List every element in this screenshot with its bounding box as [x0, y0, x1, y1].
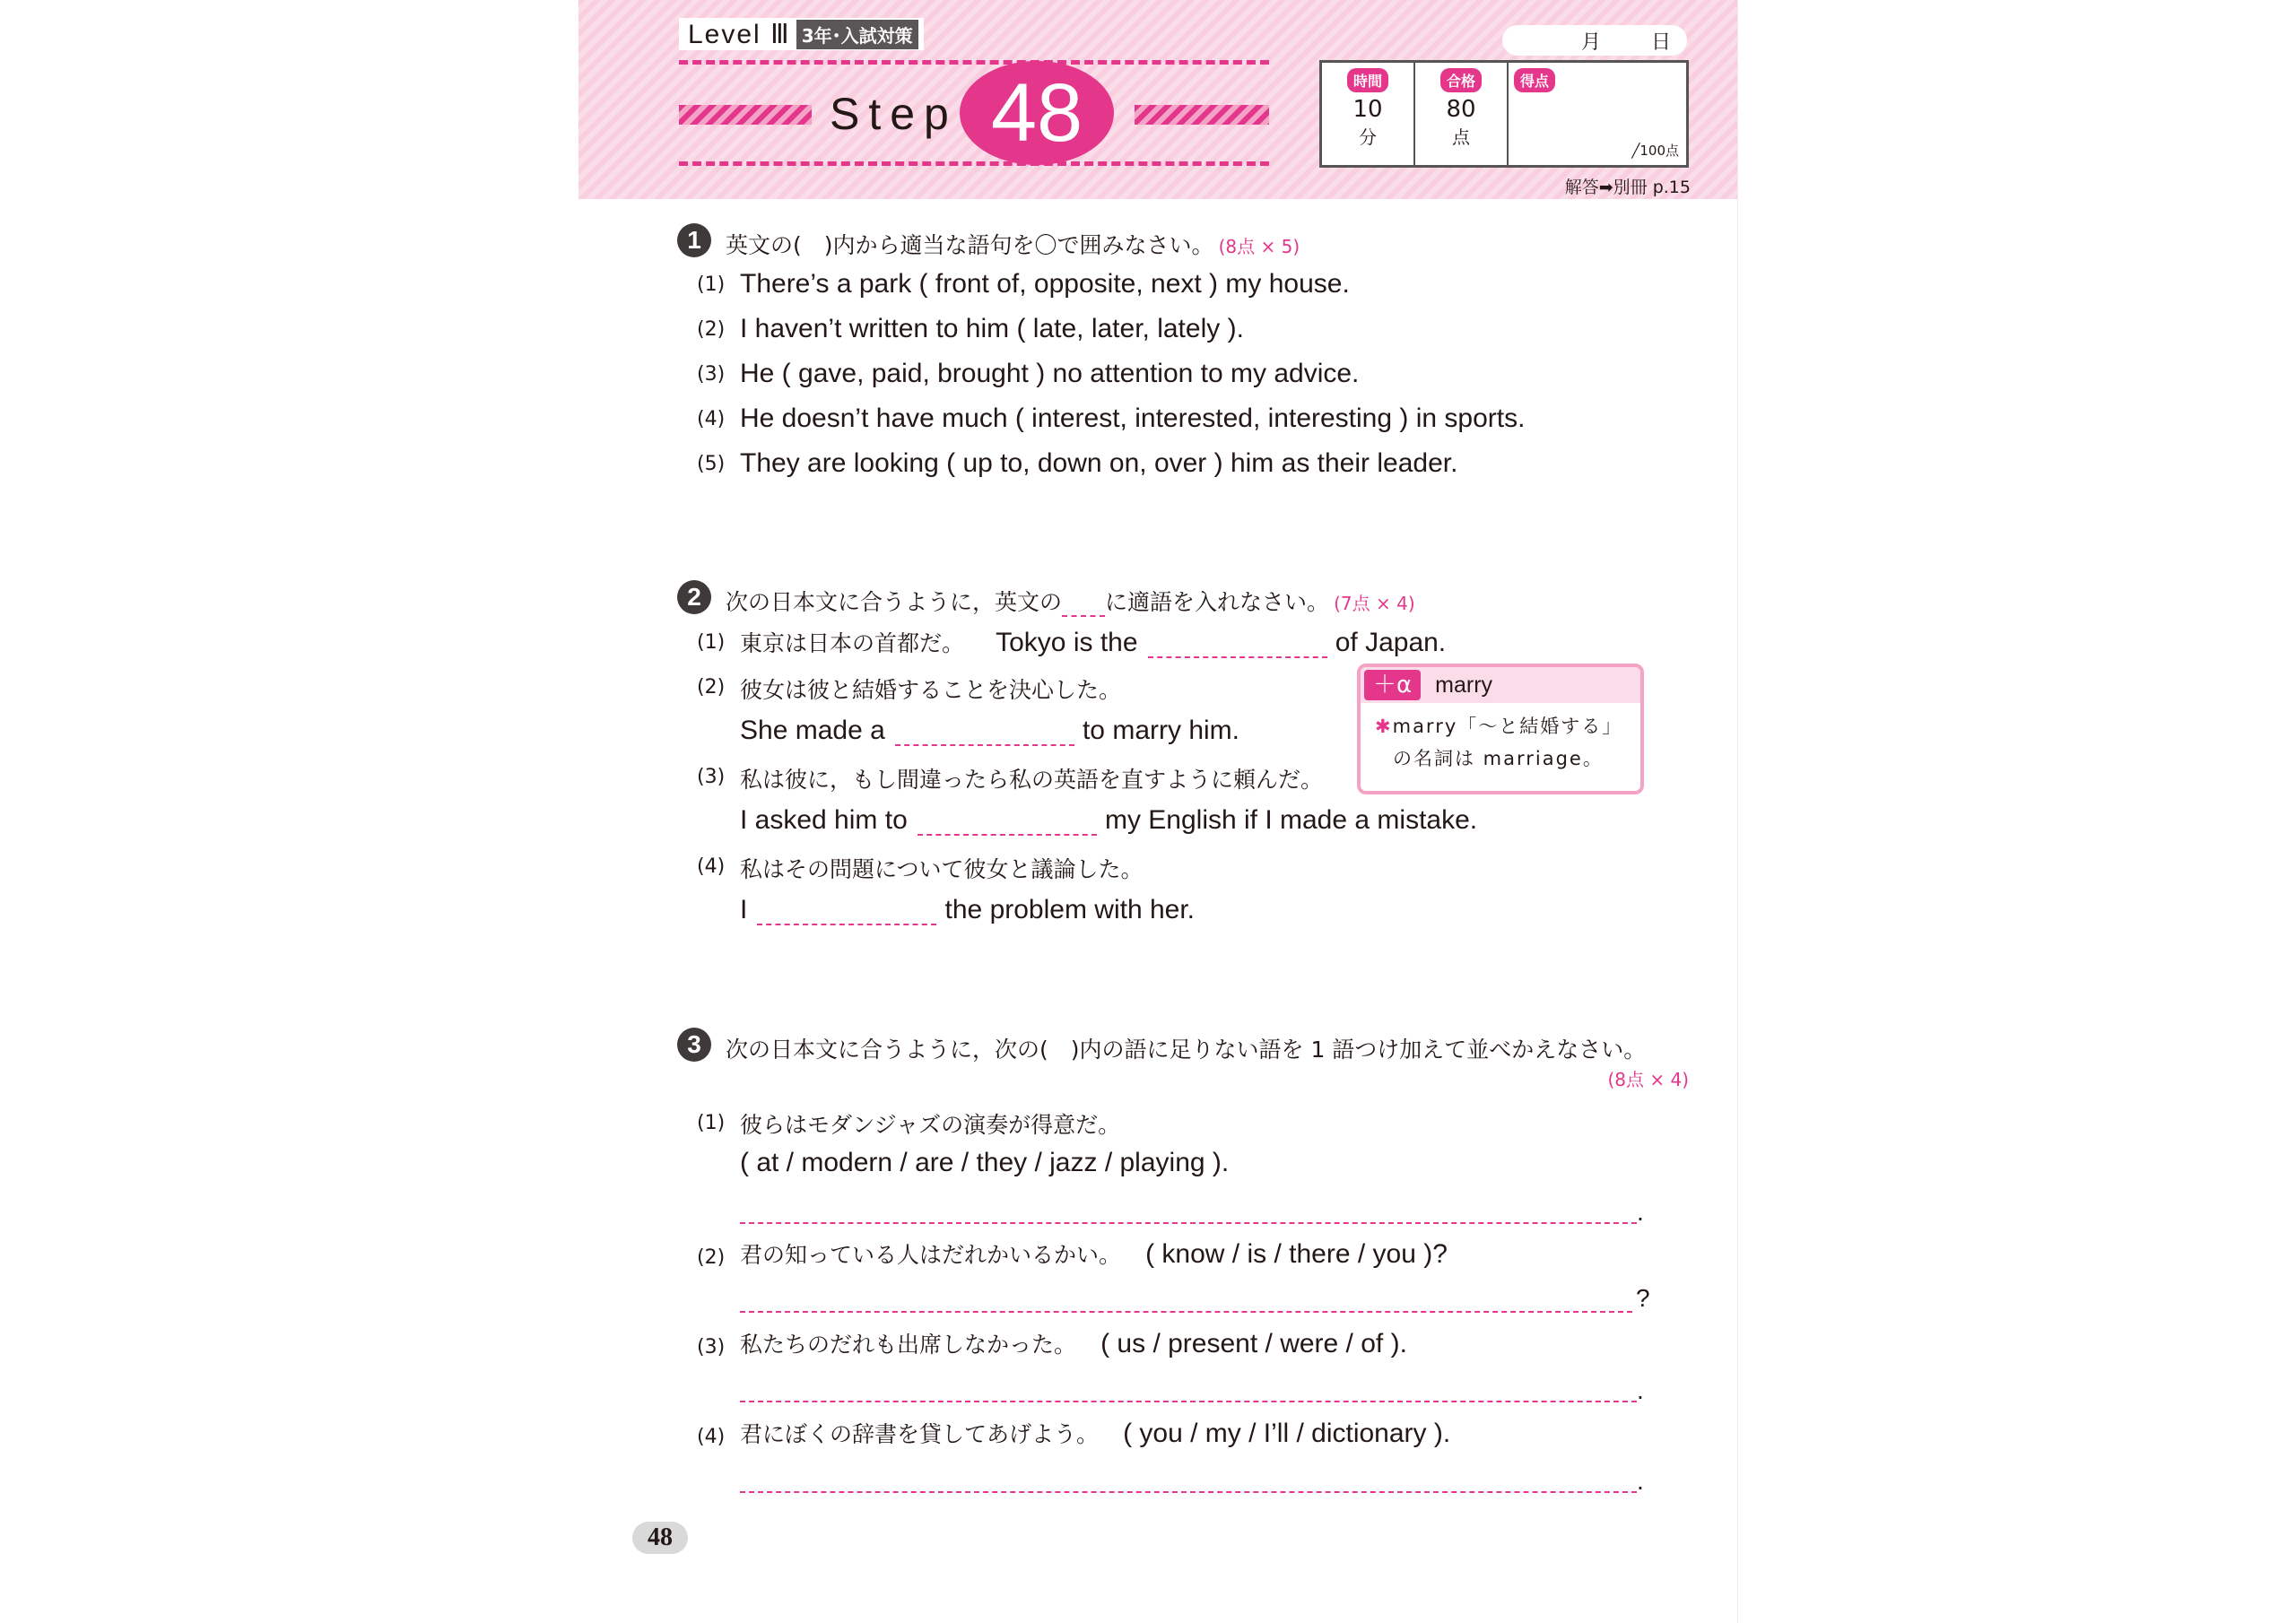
s2-item-4-japanese: 私はその問題について彼女と議論した。	[740, 856, 1144, 882]
s2-item-2-english-a: She made a	[740, 716, 885, 745]
s2-item-4-answer-blank[interactable]	[757, 923, 936, 925]
section-1-points: (8点 × 5)	[1218, 236, 1300, 257]
page-number: 48	[632, 1522, 688, 1554]
decorative-dash-bottom	[679, 161, 1269, 166]
pass-label: 合格	[1440, 68, 1482, 92]
hint-tag: ＋α	[1364, 670, 1421, 700]
s3-item-4-end-mark: .	[1637, 1467, 1644, 1495]
s2-item-3-english-b: my English if I made a mistake.	[1104, 805, 1478, 835]
s2-item-2-answer-blank[interactable]	[895, 743, 1074, 746]
time-cell	[1322, 63, 1415, 165]
section-3-instruction: 次の日本文に合うように，次の( )内の語に足りない語を 1 語つけ加えて並べかえなさい。	[726, 1037, 1647, 1063]
s3-item-3-end-mark: .	[1637, 1376, 1644, 1404]
s2-item-2-japanese: 彼女は彼と結婚することを決心した。	[740, 677, 1122, 703]
s2-item-3-answer-blank[interactable]	[918, 833, 1097, 836]
step-word: Step	[830, 89, 958, 139]
s3-item-1-words: ( at / modern / are / they / jazz / playing ).	[740, 1148, 1230, 1177]
s3-item-1-japanese: 彼らはモダンジャズの演奏が得意だ。	[740, 1112, 1121, 1138]
s2-item-4-english-a: I	[740, 895, 748, 924]
decorative-stripe-left	[679, 105, 812, 125]
score-cell[interactable]	[1509, 63, 1686, 165]
score-max: ╱100点	[1631, 143, 1679, 159]
section-1-instruction: 英文の( )内から適当な語句を〇で囲みなさい。	[726, 232, 1214, 258]
workbook-page	[578, 0, 1737, 1623]
s2-item-4-line	[740, 895, 1195, 925]
s2-item-2-line	[740, 716, 1239, 746]
s3-item-2-answer-line[interactable]	[740, 1311, 1632, 1313]
s1-item-4-text: He doesn’t have much ( interest, interested, interesting ) in sports.	[740, 404, 1526, 433]
s3-item-3-line	[740, 1327, 1407, 1359]
section-1-number: 1	[677, 223, 711, 257]
s2-item-3-english-a: I asked him to	[740, 805, 908, 835]
time-unit: 分	[1359, 126, 1377, 148]
date-month-label: 月	[1580, 30, 1601, 54]
star-icon: ✱	[1375, 716, 1393, 737]
s3-item-1-number: (1)	[697, 1112, 726, 1134]
s3-item-2-line	[740, 1237, 1448, 1270]
s2-item-1-number: (1)	[697, 631, 726, 654]
pass-cell	[1415, 63, 1509, 165]
section-2-points: (7点 × 4)	[1334, 593, 1415, 614]
s3-item-4-number: (4)	[697, 1426, 726, 1448]
hint-header	[1361, 667, 1640, 703]
level-label: Level Ⅲ	[688, 19, 791, 49]
s3-item-4-line	[740, 1417, 1450, 1449]
date-day-label: 日	[1650, 30, 1671, 54]
s1-item-1-number: (1)	[697, 273, 726, 296]
s3-item-4-words: ( you / my / I’ll / dictionary ).	[1123, 1419, 1451, 1448]
page-edge	[1737, 0, 1738, 1623]
hint-text-1: marry「～と結婚する」	[1392, 716, 1623, 737]
s1-item-2-text: I haven’t written to him ( late, later, lately ).	[740, 314, 1244, 343]
s3-item-3-answer-line[interactable]	[740, 1401, 1637, 1402]
page-header	[578, 0, 1737, 199]
s2-item-1-english-a: Tokyo is the	[996, 628, 1138, 657]
s3-item-2-number: (2)	[697, 1246, 726, 1269]
section-1-header	[726, 228, 1300, 260]
hint-box	[1357, 664, 1644, 794]
score-table	[1319, 60, 1689, 168]
s3-item-3-words: ( us / present / were / of ).	[1100, 1329, 1407, 1358]
pass-unit: 点	[1452, 126, 1470, 148]
score-label: 得点	[1514, 68, 1555, 92]
s1-item-2-number: (2)	[697, 318, 726, 341]
s3-item-4-japanese: 君にぼくの辞書を貸してあげよう。	[740, 1421, 1100, 1447]
decorative-dash-top	[679, 60, 1269, 65]
s2-item-4-english-b: the problem with her.	[944, 895, 1196, 924]
time-label: 時間	[1347, 68, 1388, 92]
hint-body	[1361, 703, 1640, 775]
section-3-number: 3	[677, 1028, 711, 1062]
s3-item-2-japanese: 君の知っている人はだれかいるかい。	[740, 1242, 1122, 1268]
section-2-blank-sample	[1062, 614, 1105, 617]
section-2-header	[726, 585, 1415, 617]
time-value: 10	[1352, 96, 1383, 123]
s3-item-4-answer-line[interactable]	[740, 1491, 1637, 1493]
s3-item-3-number: (3)	[697, 1336, 726, 1358]
s2-item-3-number: (3)	[697, 766, 726, 788]
section-2-instruction-a: 次の日本文に合うように，英文の	[726, 589, 1063, 615]
hint-word: marry	[1435, 672, 1493, 698]
pass-value: 80	[1446, 96, 1476, 123]
hint-line-1	[1375, 710, 1640, 742]
s1-item-5-number: (5)	[697, 453, 726, 475]
s2-item-1-japanese: 東京は日本の首都だ。	[740, 630, 965, 656]
s1-item-3-text: He ( gave, paid, brought ) no attention to my advice.	[740, 359, 1360, 388]
level-label-box	[679, 18, 924, 50]
s2-item-2-english-b: to marry him.	[1082, 716, 1239, 745]
level-badge: 3年･入試対策	[796, 20, 918, 49]
s2-item-4-number: (4)	[697, 855, 726, 878]
hint-line-2: の名詞は marriage。	[1393, 748, 1604, 769]
s3-item-1-answer-line[interactable]	[740, 1222, 1637, 1224]
s3-item-2-end-mark: ?	[1636, 1284, 1650, 1312]
section-2-instruction-b: に適語を入れなさい。	[1105, 589, 1330, 615]
date-field[interactable]	[1502, 25, 1687, 56]
s2-item-3-japanese: 私は彼に，もし間違ったら私の英語を直すように頼んだ。	[740, 767, 1324, 793]
answer-reference: 解答➡別冊 p.15	[1564, 178, 1691, 197]
s1-item-5-text: They are looking ( up to, down on, over ) him as their leader.	[740, 448, 1458, 478]
s2-item-1-answer-blank[interactable]	[1148, 655, 1327, 658]
s1-item-3-number: (3)	[697, 363, 726, 386]
s3-item-1-end-mark: .	[1637, 1198, 1644, 1226]
section-3-points: (8点 × 4)	[1607, 1069, 1689, 1090]
s1-item-4-number: (4)	[697, 408, 726, 430]
step-number: 48	[960, 61, 1114, 165]
section-2-number: 2	[677, 580, 711, 614]
s2-item-1-english-b: of Japan.	[1335, 628, 1447, 657]
s2-item-1-line	[740, 626, 1446, 658]
s3-item-3-japanese: 私たちのだれも出席しなかった。	[740, 1332, 1077, 1358]
s2-item-2-number: (2)	[697, 676, 726, 699]
decorative-stripe-right	[1135, 105, 1269, 125]
s1-item-1-text: There’s a park ( front of, opposite, next ) my house.	[740, 269, 1350, 299]
s2-item-3-line	[740, 805, 1477, 836]
s3-item-2-words: ( know / is / there / you )?	[1145, 1239, 1448, 1269]
